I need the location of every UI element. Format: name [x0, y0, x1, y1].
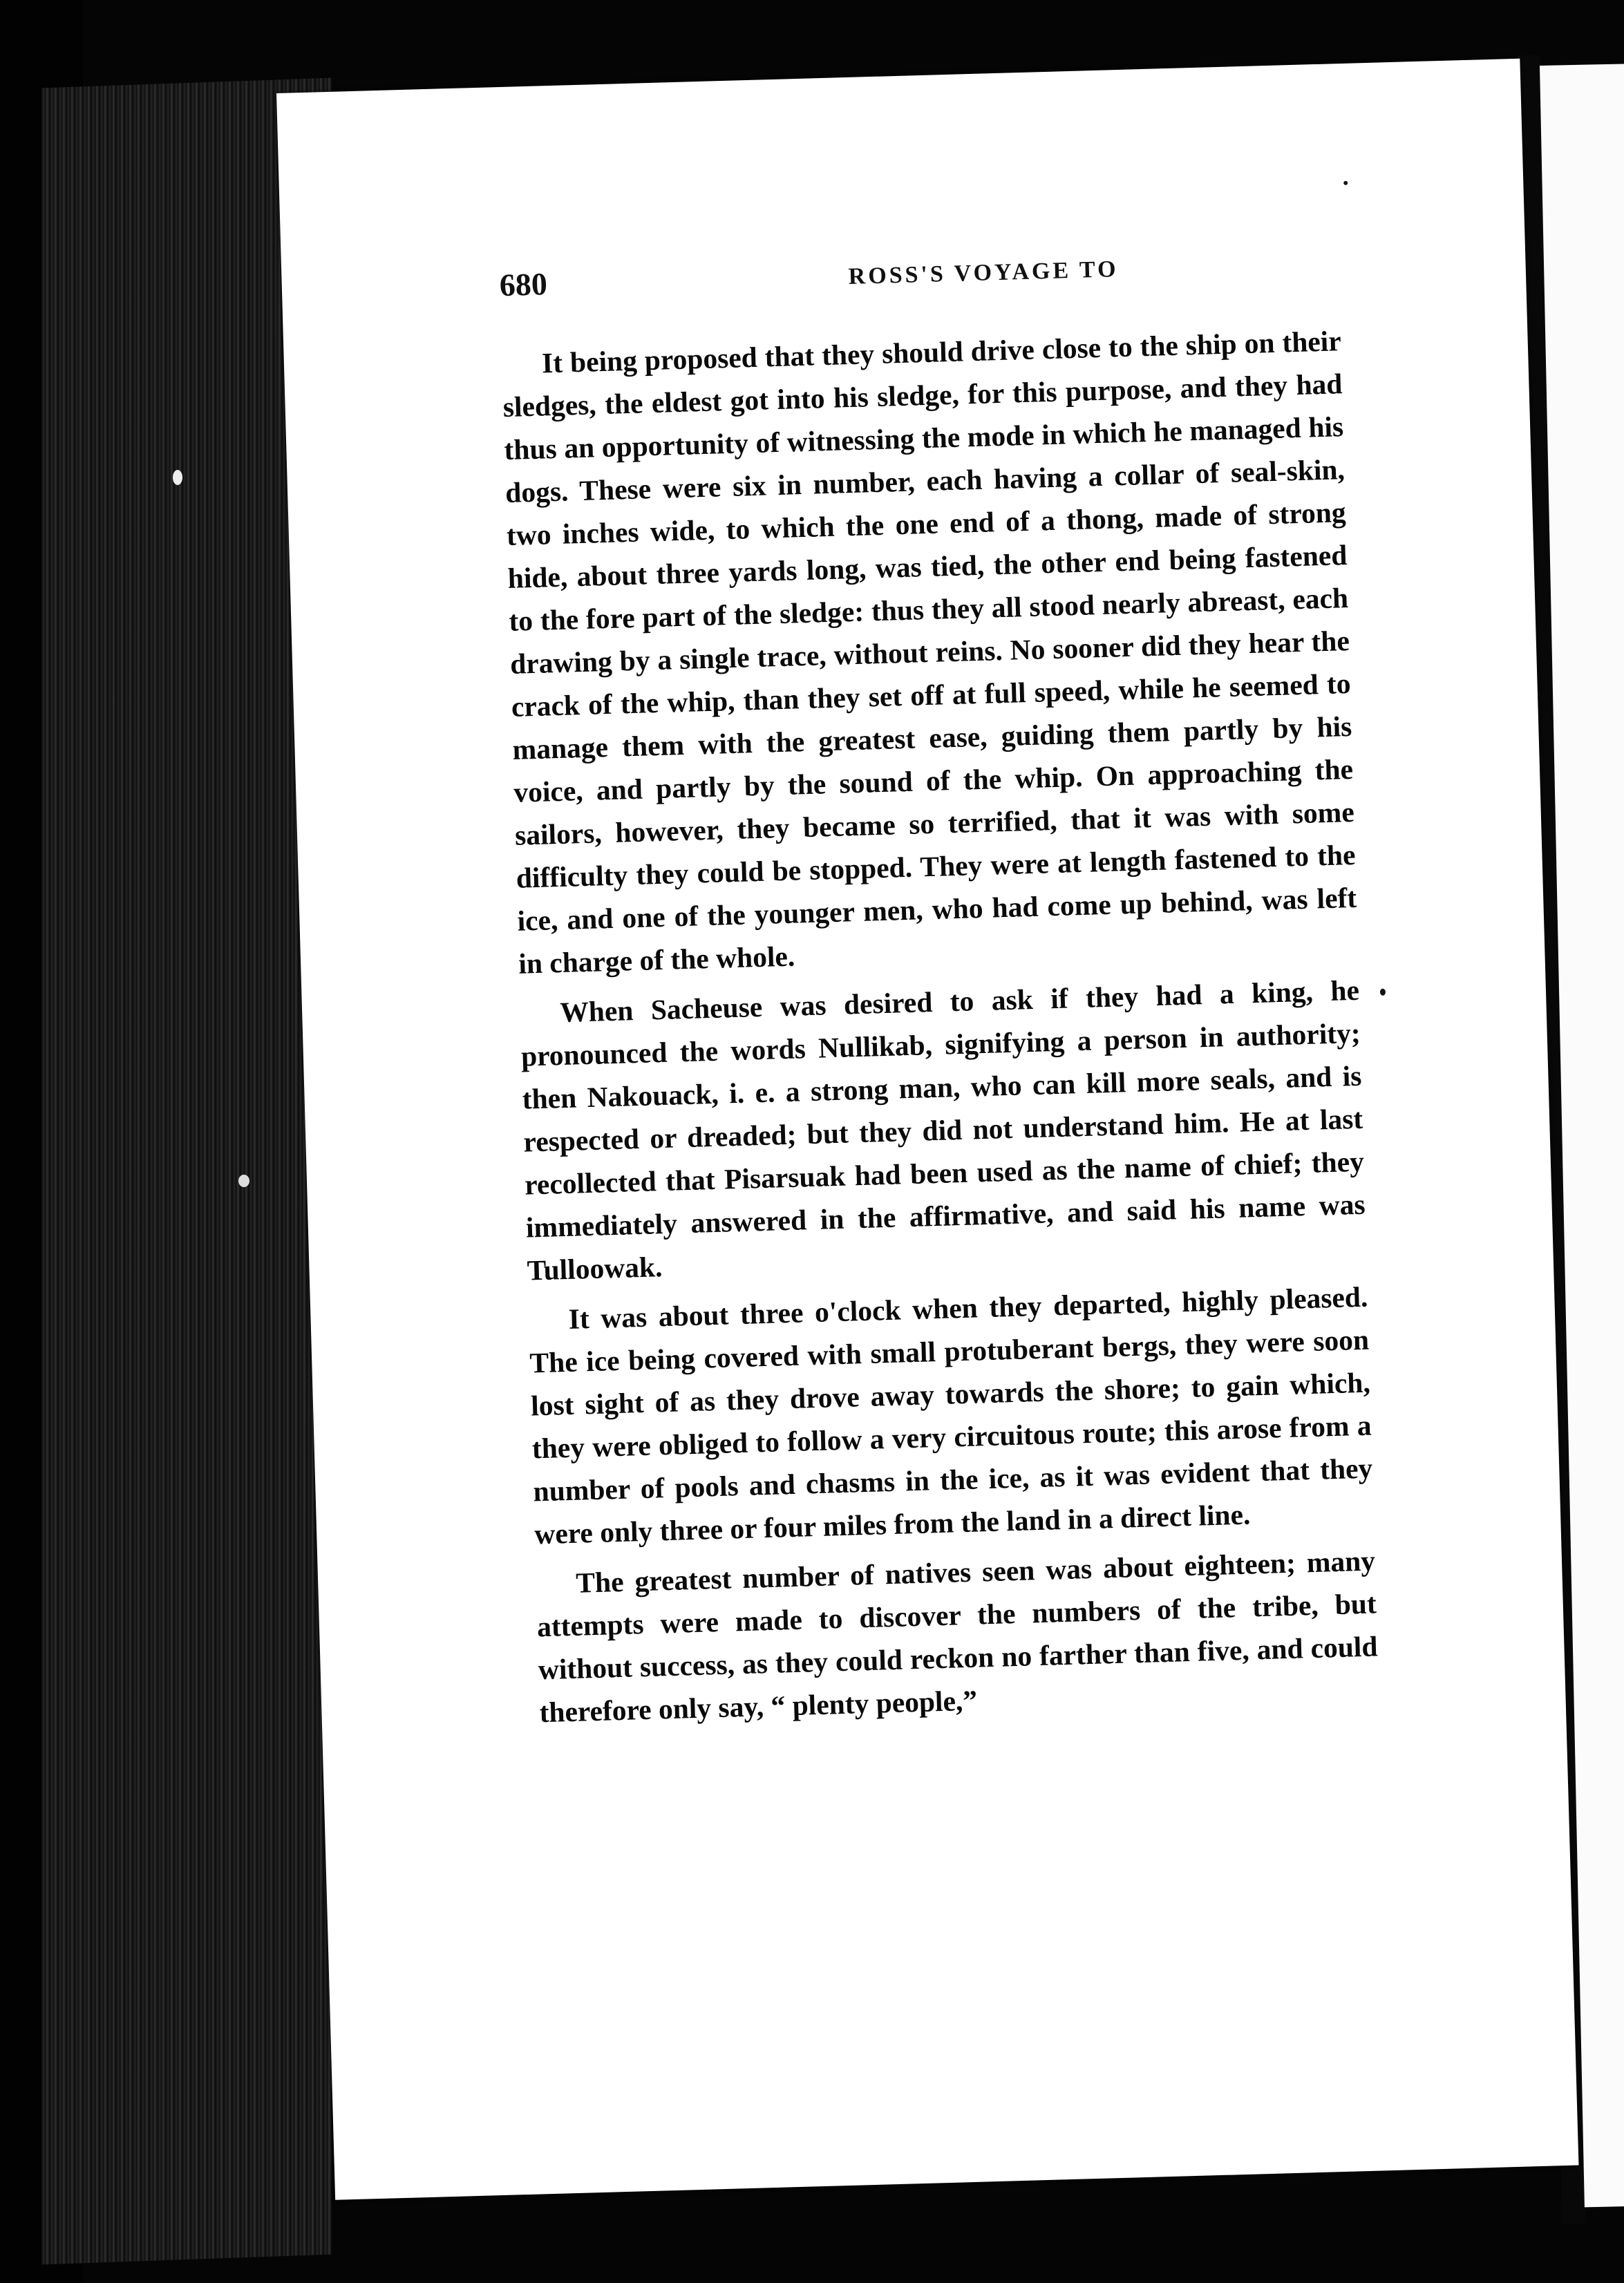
paragraph: When Sacheuse was desired to ask if they had a king, he pronounced the words Nullikab, signifying a person in authority; then Nakouack, i. e. a strong man, who can kill more seals, and is respected or dreaded; but they did not understand him. He at last recollected that Pisarsuak had been used as the name of chief; they immediately answered in the affirmative, and said his name was Tulloowak. [520, 974, 1366, 1287]
page-dot [1380, 989, 1386, 996]
page-body [501, 319, 1379, 1741]
margin-speck [238, 1175, 249, 1187]
running-head: ROSS'S VOYAGE TO [848, 256, 1119, 290]
book-page [276, 59, 1578, 2200]
page-dot [1343, 181, 1348, 185]
paragraph: It was about three o'clock when they departed, highly pleased. The ice being covered with small protuberant bergs, they were soon lost sight of as they drove away towards the shore; to gain which, they were obliged to follow a very circuitous route; this arose from a number of pools and chasms in the ice, as it was evident that they were only three or four miles from the land in a direct line. [529, 1280, 1373, 1551]
paragraph: The greatest number of natives seen was about eighteen; many attempts were made to discover the numbers of the tribe, but without success, as they could reckon no farther than five, and could therefore only say, “ plenty people,” [536, 1544, 1379, 1729]
page-number: 680 [499, 266, 548, 303]
page-header [499, 239, 1502, 315]
paragraph: It being proposed that they should drive close to the ship on their sledges, the eldest got into his sledge, for this purpose, and they had thus an opportunity of witnessing the mode in which he managed his dogs. These were six in number, each having a collar of seal-skin, two inches wide, to which the one end of a thong, made of strong hide, about three yards long, was tied, the other end being fastened to the fore part of the sledge: thus they all stood nearly abreast, each drawing by a single trace, without reins. No sooner did they hear the crack of the whip, than they set off at full speed, while he seemed to manage them with the greatest ease, guiding them partly by his voice, and partly by the sound of the whip. On approaching the sailors, however, they became so terrified, that it was with some difficulty they could be stopped. They were at length fastened to the ice, and one of the younger men, who had come up behind, was left in charge of the whole. [502, 325, 1357, 980]
margin-speck [173, 470, 182, 485]
